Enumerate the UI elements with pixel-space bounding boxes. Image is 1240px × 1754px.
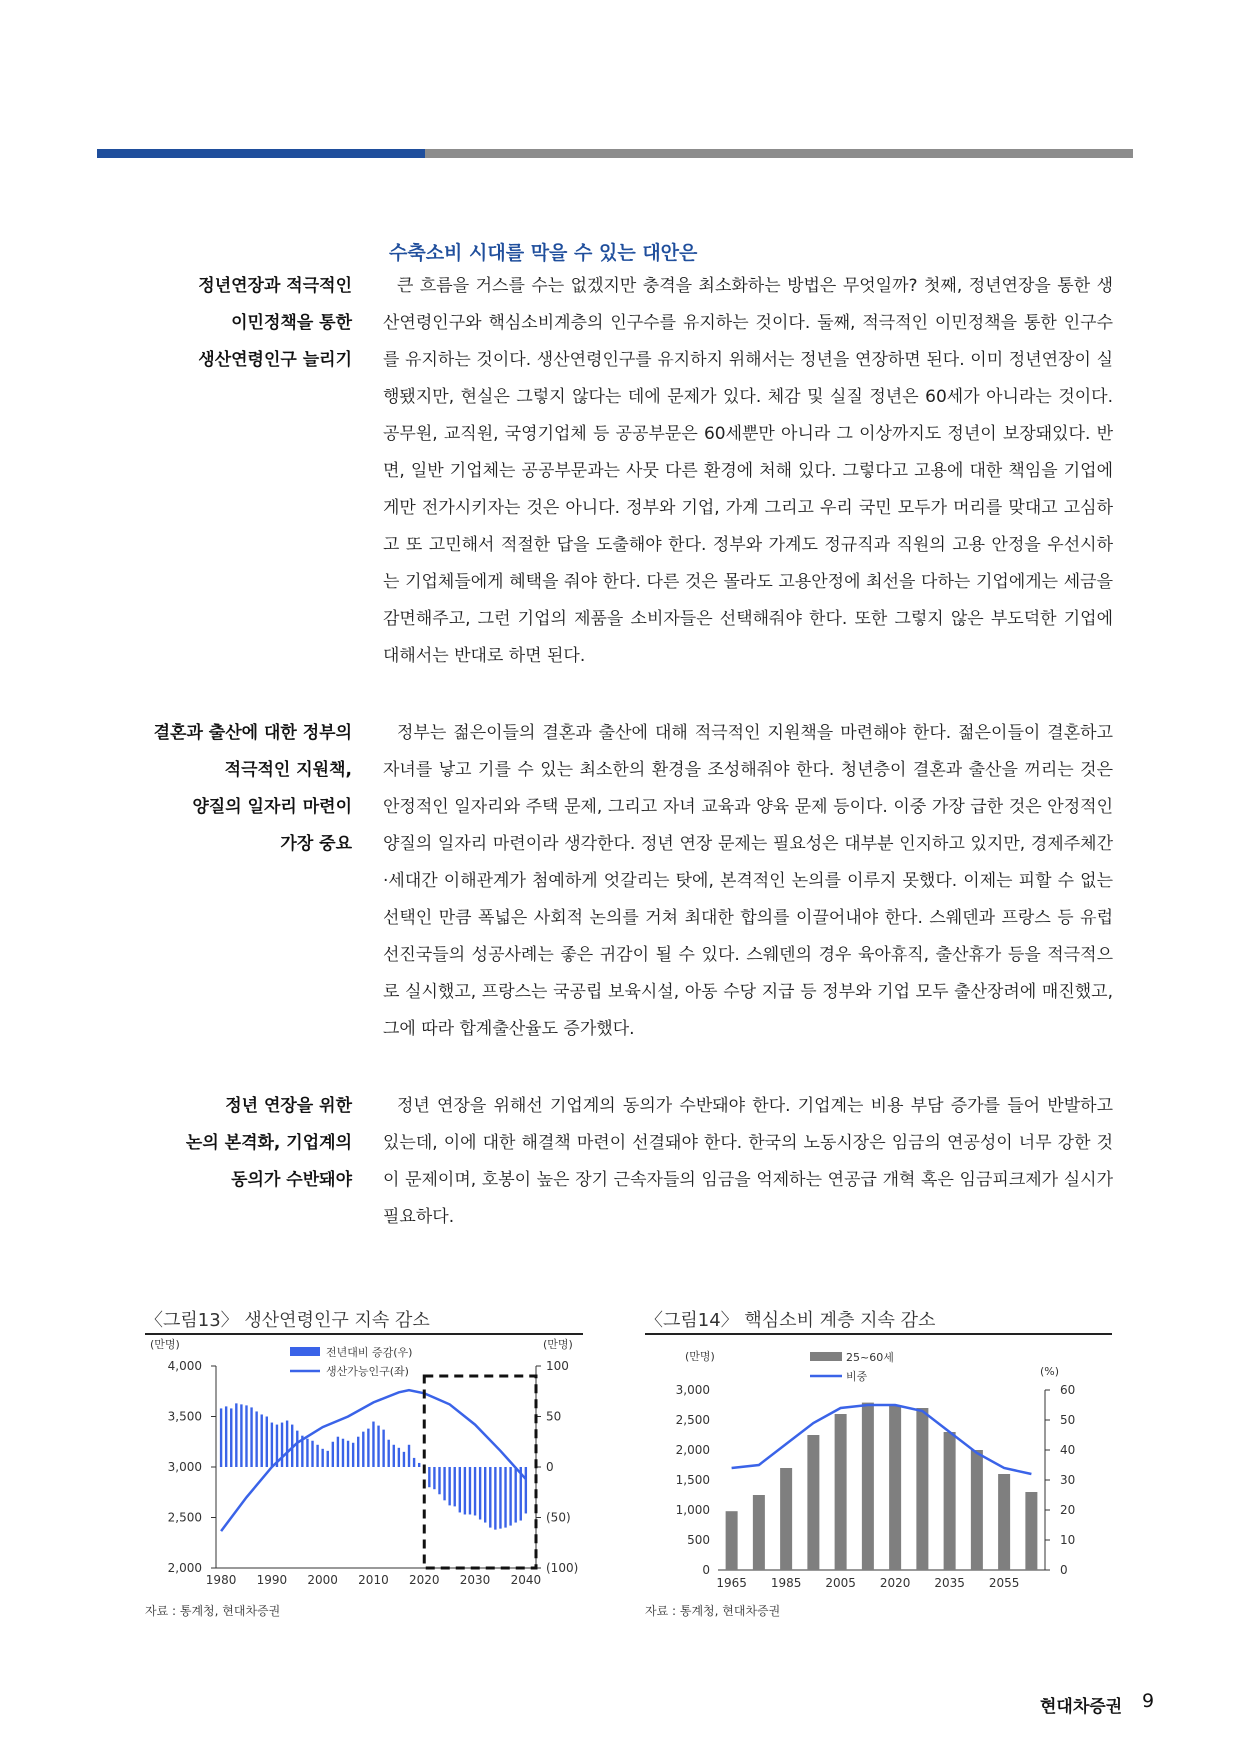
legend-bar-swatch — [290, 1347, 320, 1356]
y-left-tick: 1,000 — [675, 1503, 710, 1517]
bar — [418, 1463, 420, 1467]
bar — [509, 1467, 511, 1526]
bar — [479, 1467, 481, 1520]
figure-14-chart — [640, 1336, 1115, 1606]
bar — [250, 1407, 252, 1467]
footer-brand: 현대차증권 — [1040, 1697, 1123, 1717]
legend-line-label: 비중 — [846, 1370, 868, 1383]
paragraph-2: 정부는 젊은이들의 결혼과 출산에 대해 적극적인 지원책을 마련해야 한다. 젊은이들이 결혼하고 자녀를 낳고 기를 수 있는 최소한의 환경을 조성해줘야 한다. 청년층이 결혼과 출산을 꺼리는 것은 안정적인 일자리와 주택 문제, 그리고 자녀 교육과 양육 문제 등이다. 이중 가장 급한 것은 안정적인 양질의 일자리 마련이라 생각한다. 정년 연장 문제는 필요성은 대부분 인지하고 있지만, 경제주체간·세대간 이해관계가 첨예하게 엇갈리는 탓에, 본격적인 논의를 이루지 못했다. 이제는 피할 수 없는 선택인 만큼 폭넓은 사회적 논의를 거쳐 최대한 합의를 이끌어내야 한다. 스웨덴과 프랑스 등 유럽 선진국들의 성공사례는 좋은 귀감이 될 수 있다. 스웨덴의 경우 육아휴직, 출산휴가 등을 적극적으로 실시했고, 프랑스는 국공립 보육시설, 아동 수당 지급 등 정부와 기업 모두 출산장려에 매진했고, 그에 따라 합계출산율도 증가했다. — [383, 723, 1113, 1039]
figure-14-source: 자료 : 통계청, 현대차증권 — [645, 1604, 781, 1618]
side-heading-3 — [132, 1088, 352, 1199]
bar — [408, 1445, 410, 1467]
bar — [347, 1441, 349, 1467]
page-number: 9 — [1142, 1690, 1155, 1712]
figure-13-title: 〈그림13〉 생산연령인구 지속 감소 — [145, 1310, 430, 1331]
bar — [357, 1437, 359, 1467]
section-title: 수축소비 시대를 막을 수 있는 대안은 — [389, 242, 698, 264]
bar — [321, 1449, 323, 1467]
bar — [753, 1495, 765, 1570]
header-bar-blue — [97, 149, 425, 158]
y-right-tick: (100) — [546, 1561, 579, 1575]
bar — [971, 1450, 983, 1570]
x-tick-label: 2010 — [358, 1573, 389, 1587]
side-heading-1 — [132, 268, 352, 379]
bar — [504, 1467, 506, 1528]
bar — [489, 1467, 491, 1528]
bar — [464, 1467, 466, 1514]
side-heading-line: 양질의 일자리 마련이 — [192, 797, 352, 817]
side-heading-line: 정년 연장을 위한 — [225, 1096, 352, 1116]
bar — [306, 1439, 308, 1467]
x-tick-label: 1965 — [716, 1576, 747, 1590]
bar — [916, 1408, 928, 1570]
x-tick-label: 2035 — [934, 1576, 965, 1590]
bar — [296, 1431, 298, 1467]
x-tick-label: 2030 — [459, 1573, 491, 1587]
bar — [525, 1467, 527, 1513]
figure-13-rule — [145, 1333, 583, 1335]
bar — [514, 1467, 516, 1523]
x-tick-label: 1990 — [256, 1573, 288, 1587]
bar — [998, 1474, 1010, 1570]
bar — [255, 1411, 257, 1467]
bar — [316, 1445, 318, 1467]
bar — [337, 1437, 339, 1467]
y-right-tick: 60 — [1060, 1383, 1076, 1397]
y-right-tick: 100 — [546, 1359, 569, 1373]
y-right-tick: 0 — [1060, 1563, 1068, 1577]
side-heading-line: 논의 본격화, 기업계의 — [185, 1133, 352, 1153]
bar — [438, 1467, 440, 1494]
y-left-unit: (만명) — [685, 1350, 715, 1363]
bar — [448, 1467, 450, 1505]
paragraph-1: 큰 흐름을 거스를 수는 없겠지만 충격을 최소화하는 방법은 무엇일까? 첫째, 정년연장을 통한 생산연령인구와 핵심소비계층의 인구수를 유지하는 것이다. 둘째, 적극적인 이민정책을 통한 인구수를 유지하는 것이다. 생산연령인구를 유지하지 위해서는 정년을 연장하면 된다. 이미 정년연장이 실행됐지만, 현실은 그렇지 않다는 데에 문제가 있다. 체감 및 실질 정년은 60세가 아니라는 것이다. 공무원, 교직원, 국영기업체 등 공공부문은 60세뿐만 아니라 그 이상까지도 정년이 보장돼있다. 반면, 일반 기업체는 공공부문과는 사뭇 다른 환경에 처해 있다. 그렇다고 고용에 대한 책임을 기업에게만 전가시키자는 것은 아니다. 정부와 기업, 가계 그리고 우리 국민 모두가 머리를 맞대고 고심하고 또 고민해서 적절한 답을 도출해야 한다. 정부와 가계도 정규직과 직원의 고용 안정을 우선시하는 기업체들에게 혜택을 줘야 한다. 다른 것은 몰라도 고용안정에 최선을 다하는 기업에게는 세금을 감면해주고, 그런 기업의 제품을 소비자들은 선택해줘야 한다. 또한 그렇지 않은 부도덕한 기업에 대해서는 반대로 하면 된다. — [383, 276, 1113, 666]
bar — [240, 1404, 242, 1467]
bar — [443, 1467, 445, 1500]
y-left-tick: 2,500 — [167, 1510, 202, 1525]
bar — [387, 1440, 389, 1467]
legend-line-label: 생산가능인구(좌) — [326, 1365, 409, 1378]
y-left-tick: 3,000 — [675, 1383, 710, 1397]
bar — [327, 1451, 329, 1467]
bar — [413, 1458, 415, 1467]
line-series — [732, 1405, 1032, 1474]
side-heading-line: 이민정책을 통한 — [231, 313, 352, 333]
y-right-tick: 30 — [1060, 1473, 1076, 1487]
bar — [398, 1448, 400, 1467]
bar — [403, 1452, 405, 1467]
bar — [499, 1467, 501, 1529]
bar — [469, 1467, 471, 1514]
y-left-unit: (만명) — [150, 1338, 180, 1351]
x-tick-label: 2005 — [825, 1576, 856, 1590]
legend-bar-label: 전년대비 증감(우) — [326, 1346, 413, 1359]
y-left-tick: 4,000 — [167, 1359, 202, 1373]
bar — [889, 1405, 901, 1570]
bar — [484, 1467, 486, 1523]
x-tick-label: 2000 — [307, 1573, 338, 1587]
x-tick-label: 2040 — [510, 1573, 542, 1587]
figure-14-rule — [645, 1333, 1112, 1335]
y-left-tick: 3,000 — [167, 1460, 202, 1474]
y-right-tick: 10 — [1060, 1533, 1076, 1547]
y-left-tick: 1,500 — [675, 1473, 710, 1487]
y-right-unit: (만명) — [543, 1338, 573, 1351]
bar — [286, 1421, 288, 1467]
bar — [271, 1423, 273, 1467]
bar — [311, 1441, 313, 1467]
bar — [393, 1445, 395, 1467]
bar — [1025, 1492, 1037, 1570]
bar — [780, 1468, 792, 1570]
bar — [372, 1422, 374, 1467]
figure-13-source: 자료 : 통계청, 현대차증권 — [145, 1604, 281, 1618]
bar — [807, 1435, 819, 1570]
y-right-tick: 20 — [1060, 1503, 1076, 1517]
x-tick-label: 1980 — [205, 1573, 237, 1587]
side-heading-line: 정년연장과 적극적인 — [198, 276, 352, 296]
side-heading-line: 결혼과 출산에 대한 정부의 — [153, 723, 352, 743]
bar — [220, 1408, 222, 1467]
bar — [726, 1511, 738, 1570]
bar — [474, 1467, 476, 1515]
bar — [835, 1414, 847, 1570]
bar — [367, 1429, 369, 1467]
side-heading-line: 적극적인 지원책, — [224, 760, 352, 780]
figure-13-chart — [140, 1336, 590, 1606]
y-left-tick: 500 — [687, 1533, 710, 1547]
figure-14-title: 〈그림14〉 핵심소비 계층 지속 감소 — [645, 1310, 936, 1331]
bar — [225, 1406, 227, 1467]
x-tick-label: 1985 — [770, 1576, 802, 1590]
paragraph-3: 정년 연장을 위해선 기업계의 동의가 수반돼야 한다. 기업계는 비용 부담 증가를 들어 반발하고 있는데, 이에 대한 해결책 마련이 선결돼야 한다. 한국의 노동시장은 임금의 연공성이 너무 강한 것이 문제이며, 호봉이 높은 장기 근속자들의 임금을 억제하는 연공급 개혁 혹은 임금피크제가 실시가 필요하다. — [383, 1096, 1113, 1227]
y-left-tick: 2,000 — [675, 1443, 710, 1457]
bar — [459, 1467, 461, 1512]
x-tick-label: 2055 — [988, 1576, 1020, 1590]
bar — [944, 1432, 956, 1570]
bar — [862, 1403, 874, 1570]
bar — [261, 1414, 263, 1467]
side-heading-2 — [132, 715, 352, 863]
bar — [433, 1467, 435, 1489]
y-left-tick: 0 — [702, 1563, 710, 1577]
bar — [382, 1430, 384, 1467]
bar — [362, 1432, 364, 1467]
x-tick-label: 2020 — [879, 1576, 911, 1590]
header-bar-gray — [425, 149, 1133, 158]
bar — [494, 1467, 496, 1530]
side-heading-line: 가장 중요 — [280, 834, 352, 854]
side-heading-line: 생산연령인구 늘리기 — [198, 350, 352, 370]
bar — [428, 1467, 430, 1487]
y-right-tick: (50) — [546, 1510, 571, 1525]
bar — [342, 1439, 344, 1467]
bar — [245, 1405, 247, 1467]
bar — [352, 1443, 354, 1467]
legend-bar-swatch — [810, 1352, 842, 1361]
bar — [332, 1442, 334, 1467]
y-right-tick: 40 — [1060, 1443, 1076, 1457]
y-left-tick: 3,500 — [167, 1409, 202, 1424]
y-right-tick: 50 — [546, 1409, 562, 1424]
bar — [235, 1403, 237, 1467]
y-right-tick: 50 — [1060, 1413, 1076, 1427]
bar — [377, 1426, 379, 1467]
bar — [230, 1408, 232, 1467]
legend-bar-label: 25~60세 — [846, 1351, 894, 1364]
y-left-tick: 2,500 — [675, 1413, 710, 1427]
y-left-tick: 2,000 — [167, 1561, 202, 1575]
bar — [454, 1467, 456, 1506]
y-right-tick: 0 — [546, 1460, 554, 1474]
side-heading-line: 동의가 수반돼야 — [231, 1170, 352, 1190]
y-right-unit: (%) — [1040, 1365, 1060, 1378]
bar — [281, 1423, 283, 1467]
x-tick-label: 2020 — [408, 1573, 440, 1587]
bar — [266, 1417, 268, 1468]
